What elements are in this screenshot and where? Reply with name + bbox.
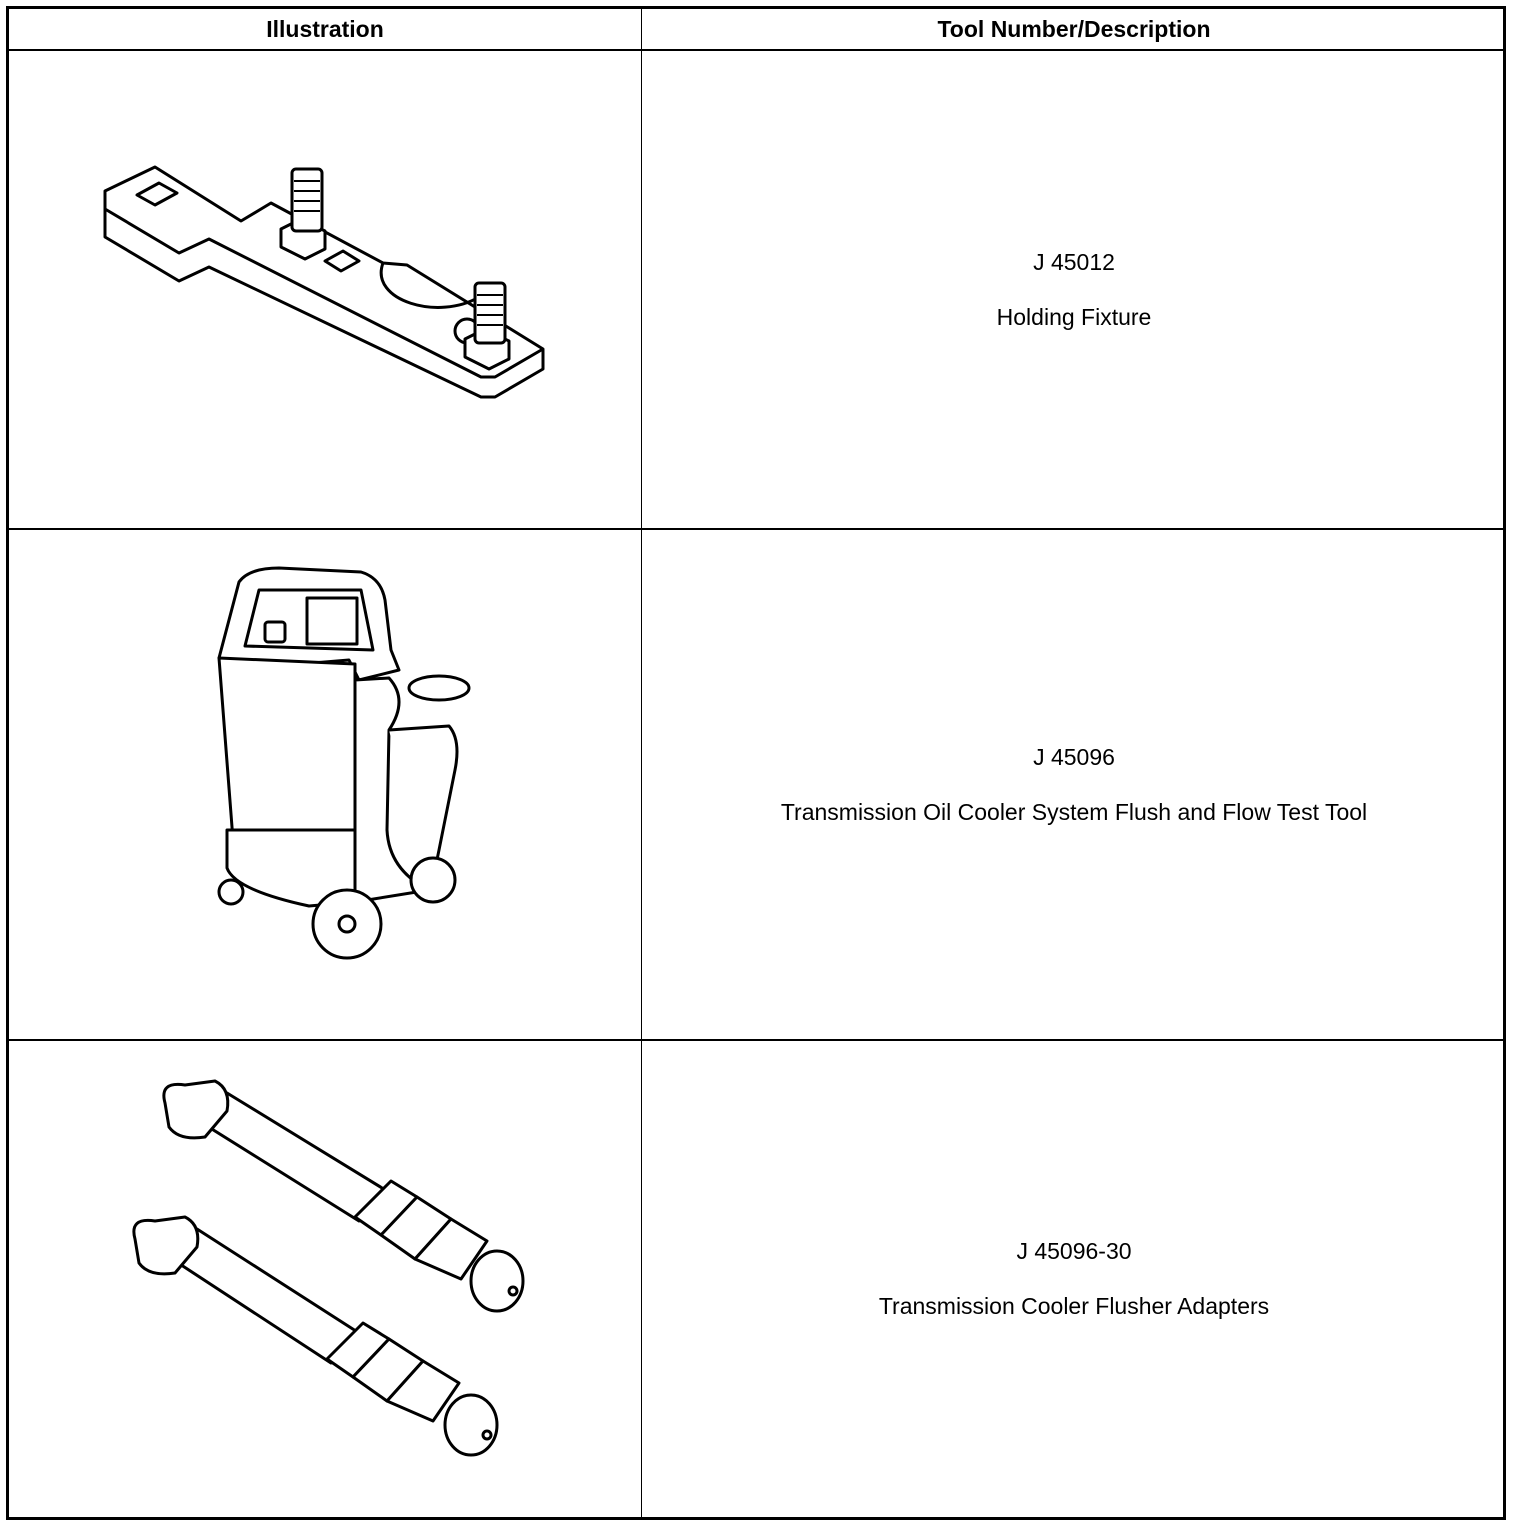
row-1-description-cell [642,51,1506,528]
row-1-illustration-cell [9,51,641,528]
header-tool-description: Tool Number/Description [937,16,1211,42]
row-3-illustration-cell [9,1041,641,1517]
tool-number: J 45096-30 [1016,1238,1132,1264]
tool-number: J 45012 [1033,248,1115,275]
header-illustration: Illustration [266,16,384,42]
row-2-description-cell [642,530,1506,1039]
tool-description: Transmission Cooler Flusher Adapters [878,1293,1270,1319]
row-2-illustration-cell [9,530,641,1039]
tool-table [6,6,1506,1520]
tool-number: J 45096 [1033,743,1115,770]
holding-fixture-icon [9,51,641,528]
flusher-adapters-icon [9,1041,641,1517]
tool-description: Transmission Oil Cooler System Flush and Flow Test Tool [780,798,1368,825]
flush-machine-icon [9,530,641,1039]
row-3-description-cell [642,1041,1506,1517]
tool-description: Holding Fixture [996,303,1152,330]
